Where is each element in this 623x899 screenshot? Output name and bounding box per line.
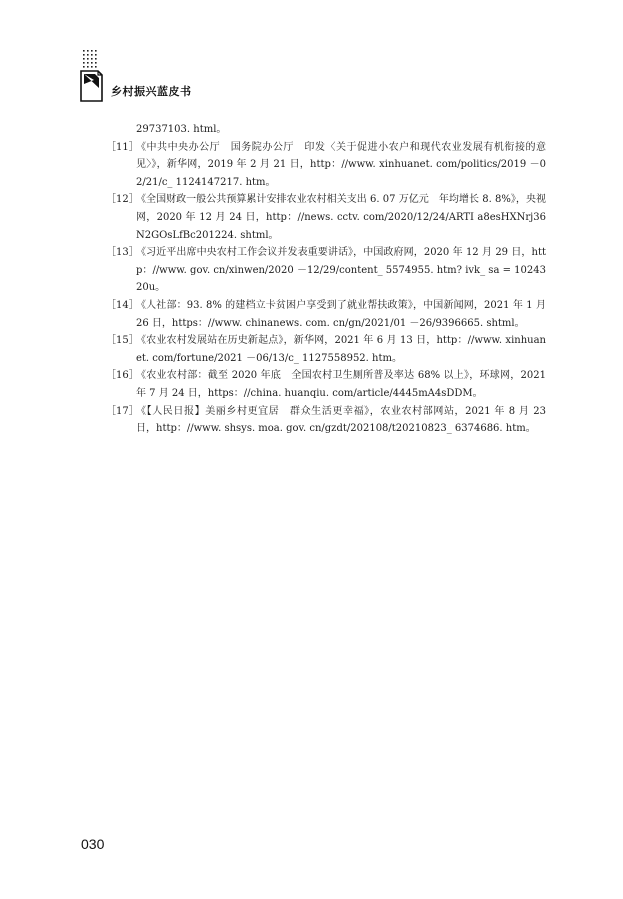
reference-number: ［16］ <box>106 370 139 382</box>
series-title: 乡村振兴蓝皮书 <box>111 85 192 98</box>
reference-number: ［11］ <box>106 141 139 153</box>
reference-text: 《农业农村发展站在历史新起点》，新华网，2021 年 6 月 13 日，http：//www. xinhuanet. com/fortune/2021 －06/13/c_ 1127558952. htm。 <box>136 335 546 364</box>
reference-item <box>106 403 546 438</box>
reference-number: ［15］ <box>106 335 139 347</box>
reference-number: ［13］ <box>106 247 139 259</box>
reference-list <box>106 121 546 438</box>
reference-item <box>106 297 546 332</box>
page-number: 030 <box>81 836 105 852</box>
reference-text: 《中共中央办公厅 国务院办公厅 印发〈关于促进小农户和现代农业发展有机衔接的意见〉》，新华网，2019 年 2 月 21 日，http：//www. xinhuanet. com/politics/2019 －02/21/c_ 1124147217. htm。 <box>136 141 546 188</box>
reference-text: 《全国财政一般公共预算累计安排农业农村相关支出 6. 07 万亿元 年均增长 8. 8%》，央视网，2020 年 12 月 24 日，http：//news. cctv. com/2020/12/24/ARTI a8esHXNrj36N2GOsLfBc201224. shtml。 <box>136 194 546 241</box>
book-series-logo <box>80 50 104 102</box>
reference-text: 《【人民日报】美丽乡村更宜居 群众生活更幸福》，农业农村部网站，2021 年 8 月 23 日，http：//www. shsys. moa. gov. cn/gzdt/202108/t20210823_ 6374686. htm。 <box>136 405 546 435</box>
reference-item <box>106 244 546 297</box>
reference-item <box>106 191 546 244</box>
reference-item <box>106 332 546 367</box>
reference-number: ［12］ <box>106 194 139 206</box>
reference-item <box>106 367 546 402</box>
reference-text: 《人社部：93. 8% 的建档立卡贫困户享受到了就业帮扶政策》，中国新闻网，2021 年 1 月 26 日，https：//www. chinanews. com. cn/gn/2021/01 －26/9396665. shtml。 <box>136 299 546 329</box>
reference-continuation: 29737103. html。 <box>136 124 227 135</box>
reference-item <box>106 139 546 192</box>
reference-number: ［17］ <box>106 405 139 417</box>
reference-text: 《习近平出席中央农村工作会议并发表重要讲话》，中国政府网，2020 年 12 月 29 日，http：//www. gov. cn/xinwen/2020 －12/29/content_ 5574955. htm? ivk_ sa = 1024320u。 <box>136 247 546 294</box>
reference-text: 《农业农村部：截至 2020 年底 全国农村卫生厕所普及率达 68% 以上》，环球网，2021 年 7 月 24 日，https：//china. huanqiu. com/article/4445mA4sDDM。 <box>136 370 546 399</box>
reference-number: ［14］ <box>106 299 139 311</box>
